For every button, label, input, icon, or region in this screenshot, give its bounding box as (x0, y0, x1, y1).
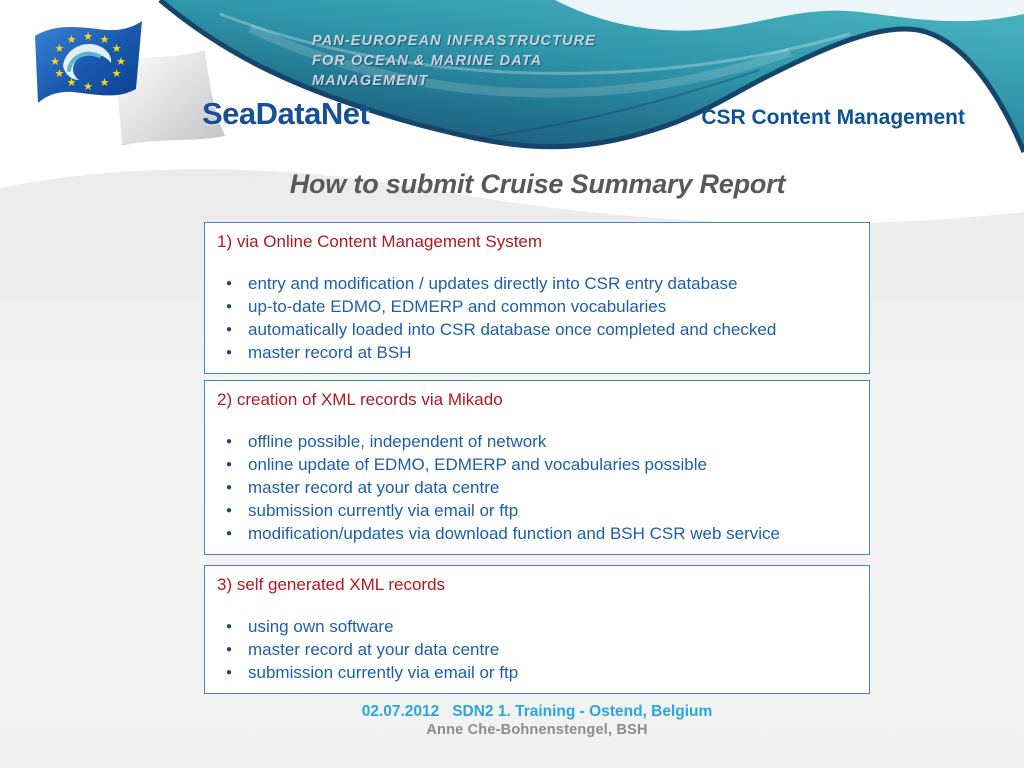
svg-text:★: ★ (50, 56, 60, 68)
svg-text:★: ★ (99, 77, 110, 89)
banner-subtitle: CSR Content Management (701, 106, 965, 129)
bullet-item: ● modification/updates via download function and BSH CSR web service (217, 522, 857, 545)
bullet-item: ● master record at BSH (217, 341, 857, 364)
method-box-2 (204, 380, 870, 555)
page-title: How to submit Cruise Summary Report (289, 169, 786, 199)
bullet-item: ● up-to-date EDMO, EDMERP and common vocabularies (217, 295, 857, 318)
bullet-item: ● using own software (217, 615, 857, 638)
svg-text:★: ★ (66, 77, 77, 89)
logo-wordmark: SeaDataNet (202, 96, 370, 131)
svg-text:★: ★ (111, 43, 122, 55)
bullet-list (217, 430, 857, 545)
bullet-list (217, 615, 857, 684)
method-box-3 (204, 565, 870, 694)
banner-tagline (312, 31, 596, 91)
bullet-item: ● submission currently via email or ftp (217, 499, 857, 522)
svg-text:★: ★ (54, 68, 65, 80)
svg-text:★: ★ (99, 34, 110, 46)
svg-text:★: ★ (83, 81, 93, 93)
svg-text:★: ★ (54, 43, 65, 55)
svg-text:★: ★ (66, 34, 77, 46)
tagline-line: FOR OCEAN & MARINE DATA (312, 53, 543, 69)
bullet-item: ● submission currently via email or ftp (217, 661, 857, 684)
box-heading: 3) self generated XML records (217, 575, 446, 594)
svg-text:★: ★ (116, 56, 126, 68)
tagline-line: MANAGEMENT (312, 73, 429, 89)
bullet-item: ● offline possible, independent of network (217, 430, 857, 453)
footer-event: 02.07.2012 SDN2 1. Training - Ostend, Belgium (361, 703, 713, 720)
svg-text:★: ★ (83, 31, 93, 43)
bullet-item: ● master record at your data centre (217, 476, 857, 499)
footer-author: Anne Che-Bohnenstengel, BSH (426, 722, 648, 738)
bullet-item: ● entry and modification / updates directly into CSR entry database (217, 272, 857, 295)
bullet-item: ● automatically loaded into CSR database once completed and checked (217, 318, 857, 341)
box-heading: 1) via Online Content Management System (217, 232, 543, 251)
method-box-1 (204, 222, 870, 374)
svg-text:★: ★ (111, 68, 122, 80)
box-heading: 2) creation of XML records via Mikado (217, 390, 503, 409)
bullet-list (217, 272, 857, 364)
bullet-item: ● master record at your data centre (217, 638, 857, 661)
bullet-item: ● online update of EDMO, EDMERP and vocabularies possible (217, 453, 857, 476)
tagline-line: PAN-EUROPEAN INFRASTRUCTURE (312, 33, 596, 49)
